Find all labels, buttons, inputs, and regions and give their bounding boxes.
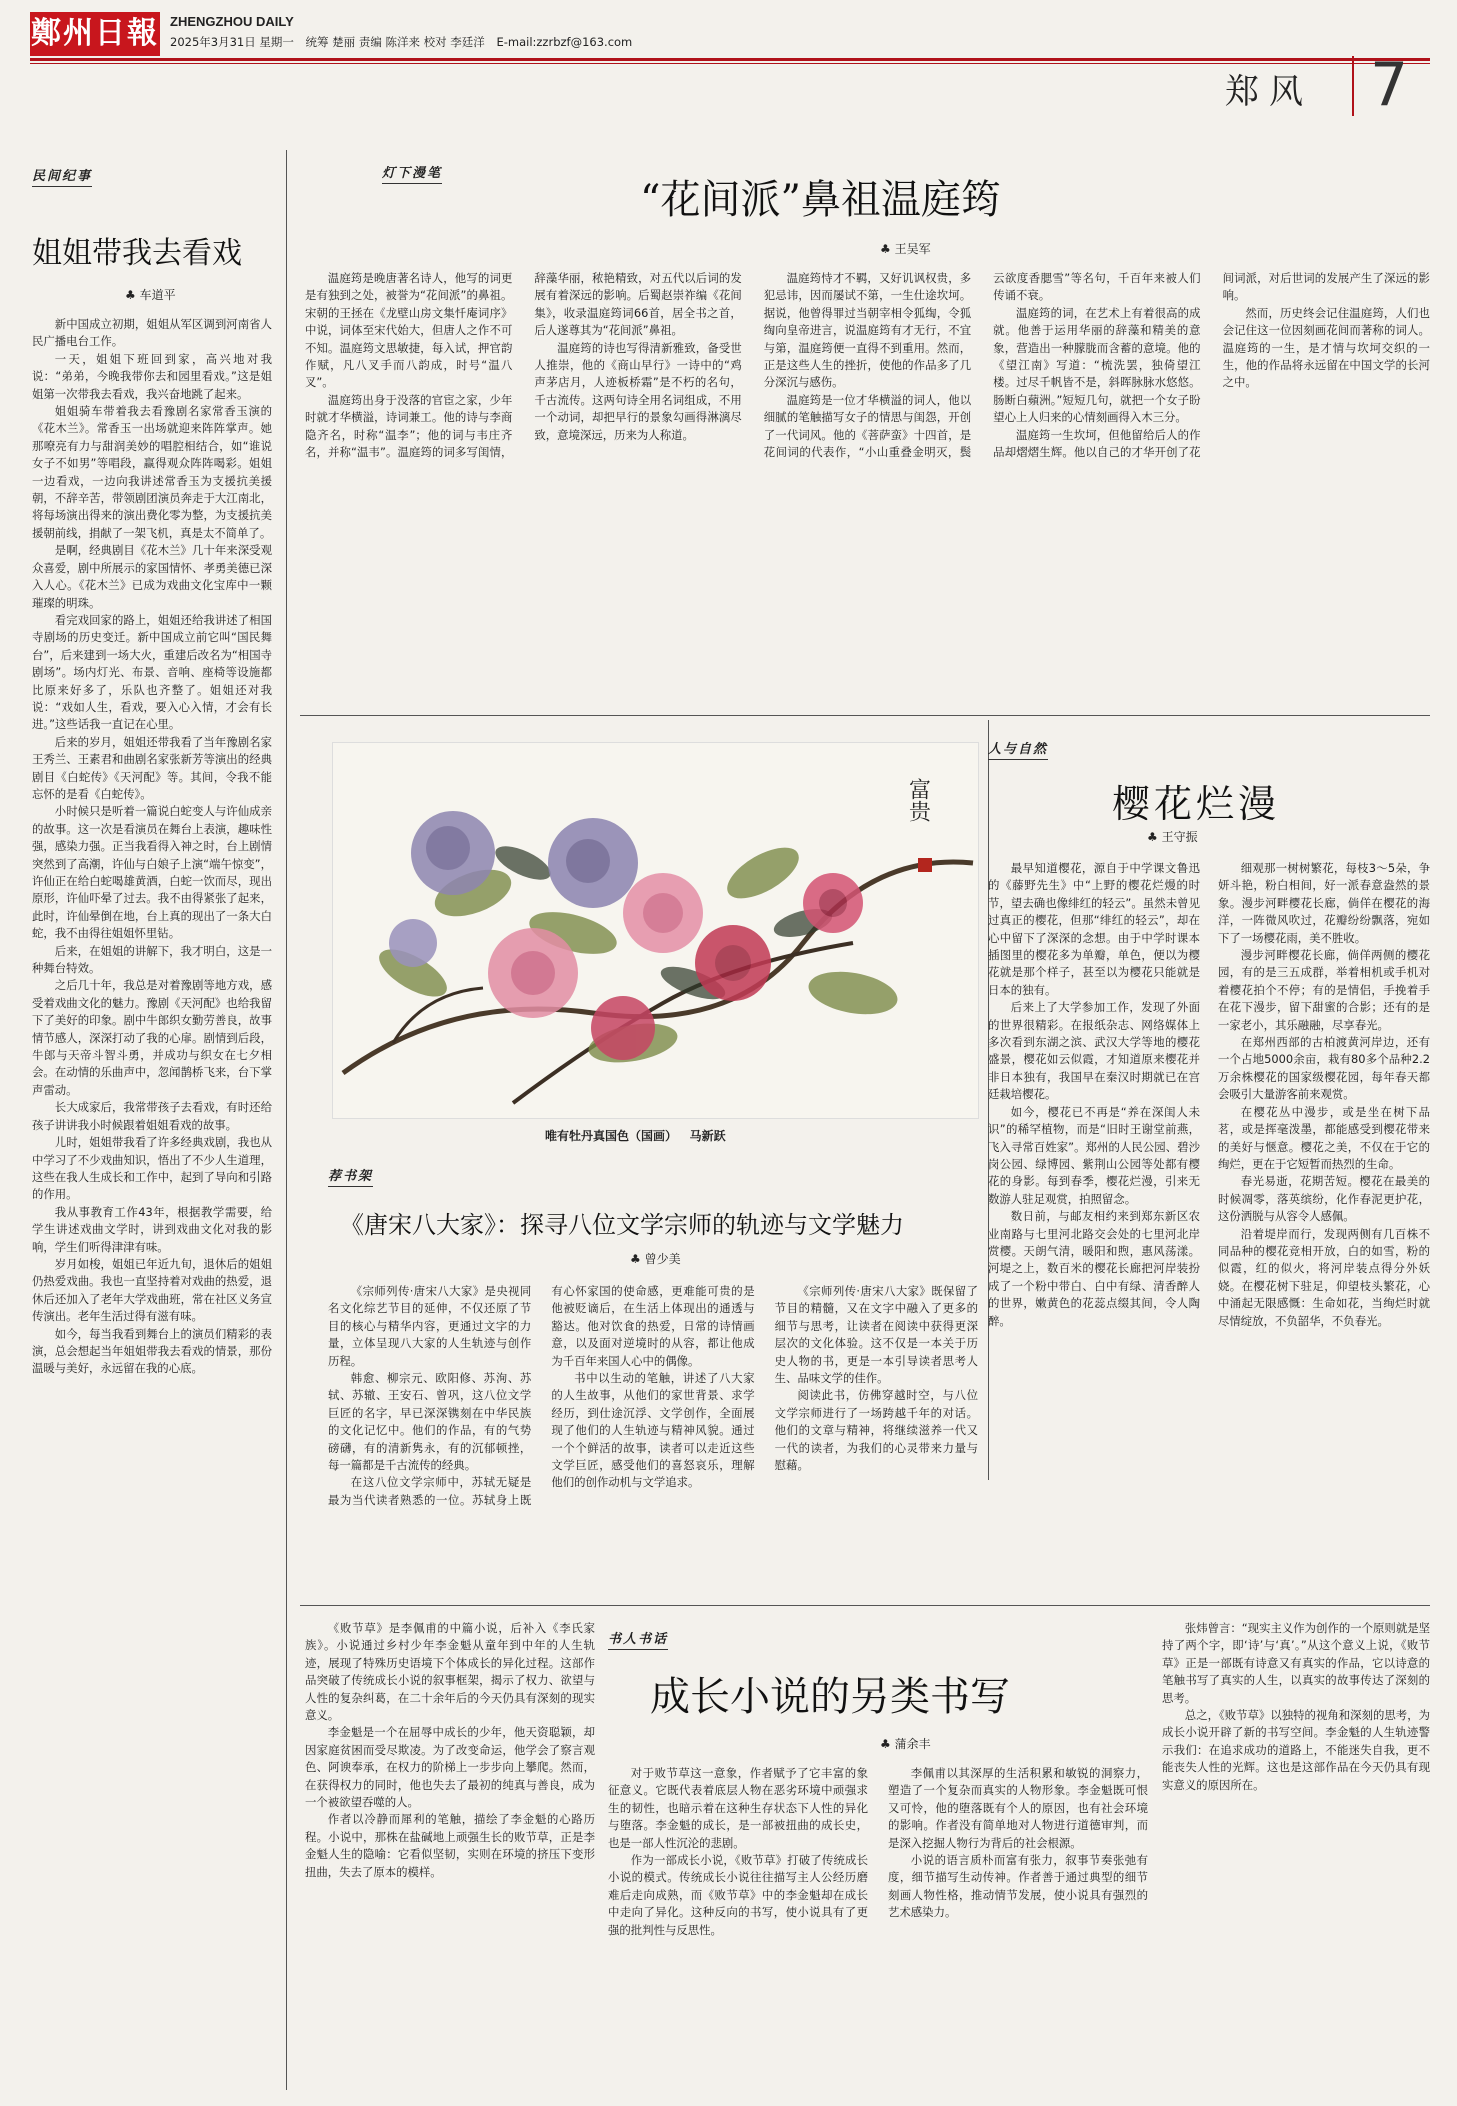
paragraph: 如今，每当我看到舞台上的演员们精彩的表演，总会想起当年姐姐带我去看戏的情景，那份温暖与美好，永远留在我的心底。 [32, 1326, 272, 1376]
a2-body [305, 270, 1430, 700]
a5-body-right [1162, 1620, 1430, 2085]
editor-credits: 统筹 楚丽 责编 陈洋来 校对 李廷洋 [305, 35, 485, 49]
a1-title: 姐姐带我去看戏 [32, 236, 242, 271]
paragraph: 如今，樱花已不再是“养在深闺人未识”的稀罕植物，而是“旧时王谢堂前燕，飞入寻常百姓家”。郑州的人民公园、碧沙岗公园、绿博园、紫荆山公园等处都有樱花的身影。每到春季，樱花烂漫，引来无数游人驻足观赏，拍照留念。 [988, 1104, 1200, 1206]
a4-byline: ♣ 曾少美 [630, 1252, 681, 1266]
paragraph: 张炜曾言：“现实主义作为创作的一个原则就是坚持了两个字，即‘诗’与‘真’。”从这个意义上说，《败节草》正是一部既有诗意又有真实的作品，它以诗意的笔触书写了真实的人生，以真实的故事传达了深刻的思考。 [1162, 1621, 1430, 1705]
peony-painting-graphic [333, 743, 978, 1118]
paragraph: 看完戏回家的路上，姐姐还给我讲述了相国寺剧场的历史变迁。新中国成立前它叫“国民舞台”，后来建到一场大火，重建后改名为“相国寺剧场”。场内灯光、布景、音响、座椅等设施都比原来好多了，乐队也齐整了。姐姐还对我说：“戏如人生，看戏，要入心入情，才会有长进。”这些话我一直记在心里。 [32, 612, 272, 732]
paragraph: 岁月如梭，姐姐已年近九旬，退休后的姐姐仍热爱戏曲。我也一直坚持着对戏曲的热爱，退休后还加入了老年大学戏曲班，常在社区义务宣传演出。老年生活过得有滋有味。 [32, 1256, 272, 1324]
a3-title: 樱花烂漫 [1112, 782, 1281, 826]
paragraph: 温庭筠一生坎坷，但他留给后人的作品却熠熠生辉。他以自己的才华开创了花间词派，对后世词的发展产生了深远的影响。 [993, 271, 1430, 460]
paragraph: 是啊，经典剧目《花木兰》几十年来深受观众喜爱，剧中所展示的家国情怀、孝勇美德已深入人心。《花木兰》已成为戏曲文化宝库中一颗璀璨的明珠。 [32, 543, 272, 610]
paragraph: 小时候只是听着一篇说白蛇变人与许仙成亲的故事。这一次是看演员在舞台上表演，趣味性强，感染力强。正当我看得入神之时，台上剧情突然到了高潮，许仙与白娘子上演“端午惊变”，许仙正在给白蛇喝雄黄酒，白蛇一饮而尽，现出原形，许仙吓晕了过去。我不由得紧张了起来，此时，许仙晕倒在地，台上真的现出了一条大白蛇，我不由得往姐姐怀里钻。 [32, 804, 272, 941]
contact-email: E-mail:zzrbzf@163.com [496, 35, 633, 49]
paragraph: 姐姐骑车带着我去看豫剧名家常香玉演的《花木兰》。常香玉一出场就迎来阵阵掌声。她那嘹亮有力与甜润美妙的唱腔相结合，如“谁说女子不如男”等唱段，赢得观众阵阵喝彩。姐姐一边看戏，一边向我讲述常香玉为支援抗美援朝，不辞辛苦，带领剧团演员奔走于大江南北，将每场演出得来的演出费化零为整，为支援抗美援朝前线，捐献了一架飞机，真是太不简单了。 [32, 404, 272, 540]
issue-date: 2025年3月31日 星期一 [170, 35, 294, 49]
paragraph: 书中以生动的笔触，讲述了八大家的人生故事，从他们的家世背景、求学经历，到仕途沉浮、文学创作，全面展现了他们的人生轨迹与精神风貌。通过一个个鲜活的故事，读者可以走近这些文学巨匠，感受他们的喜怒哀乐，理解他们的创作动机与文学追求。 [551, 1371, 755, 1490]
a2-author: 王吴军 [894, 242, 931, 256]
paragraph: 阅读此书，仿佛穿越时空，与八位文学宗师进行了一场跨越千年的对话。他们的文章与精神，将继续滋养一代又一代的读者，为我们的心灵带来力量与慰藉。 [774, 1388, 978, 1473]
paragraph: 最早知道樱花，源自于中学课文鲁迅的《藤野先生》中“上野的樱花烂熳的时节，望去确也像绯红的轻云”。虽然未曾见过真正的樱花，但那“绯红的轻云”，却在心中留下了深深的念想。由于中学时课本插图里的樱花多为单瓣，单色，便以为樱花就是那个样子，甚至以为樱花只能就是日本的独有。 [988, 861, 1200, 997]
paragraph: 韩愈、柳宗元、欧阳修、苏洵、苏轼、苏辙、王安石、曾巩，这八位文学巨匠的名字，早已深深镌刻在中华民族的文化记忆中。他们的作品，有的气势磅礴，有的清新隽永，有的沉郁顿挫，每一篇都是千古流传的经典。 [328, 1371, 532, 1473]
paragraph: 李佩甫以其深厚的生活积累和敏锐的洞察力，塑造了一个复杂而真实的人物形象。李金魁既可恨又可怜，他的堕落既有个人的原因，也有社会环境的影响。作者没有简单地对人物进行道德审判，而是深入挖掘人物行为背后的社会根源。 [888, 1766, 1148, 1850]
paragraph: 《败节草》是李佩甫的中篇小说，后补入《李氏家族》。小说通过乡村少年李金魁从童年到中年的人生轨迹，展现了特殊历史语境下个体成长的异化过程。这部作品突破了传统成长小说的叙事框架，揭示了权力、欲望与人性的复杂纠葛，在二十余年后的今天仍具有深刻的现实意义。 [305, 1621, 595, 1723]
paragraph: 然而，历史终会记住温庭筠，人们也会记住这一位因刻画花间而著称的词人。温庭筠的一生，是才情与坎坷交织的一生，他的作品将永远留在中国文学的长河之中。 [1222, 305, 1430, 390]
a1-author: 车道平 [139, 288, 176, 302]
paragraph: 温庭筠的词，在艺术上有着很高的成就。他善于运用华丽的辞藻和精美的意象，营造出一种朦胧而含蓄的意境。他的《望江南》写道：“梳洗罢，独倚望江楼。过尽千帆皆不是，斜晖脉脉水悠悠。肠断白蘋洲。”短短几句，就把一个女子盼望心上人归来的心情刻画得入木三分。 [993, 305, 1201, 425]
paragraph: 一天，姐姐下班回到家，高兴地对我说：“弟弟，今晚我带你去和园里看戏。”这是姐姐第一次带我去看戏，我兴奋地跳了起来。 [32, 351, 272, 401]
a4-author: 曾少美 [644, 1252, 681, 1266]
section-divider [300, 1605, 1430, 1606]
peony-painting [332, 742, 979, 1119]
a2-title: “花间派”鼻祖温庭筠 [640, 177, 1001, 223]
a4-title: 《唐宋八大家》：探寻八位文学宗师的轨迹与文学魅力 [340, 1211, 904, 1239]
a3-kicker: 人与自然 [988, 738, 1048, 760]
paragraph: 我从事教育工作43年，根据教学需要，给学生讲述戏曲文学时，讲到戏曲文化对我的影响，学生们听得津津有味。 [32, 1204, 272, 1254]
paragraph: 在郑州西部的古柏渡黄河岸边，还有一个占地5000余亩，栽有80多个品种2.2万余株樱花的国家级樱花园，每年春天都会吸引大量游客前来观赏。 [1218, 1035, 1430, 1102]
paragraph: 春光易逝，花期苦短。樱花在最美的时候凋零，落英缤纷，化作春泥更护花，这份洒脱与从容令人感佩。 [1218, 1174, 1430, 1224]
a2-byline: ♣ 王吴军 [880, 242, 931, 256]
a5-body-left [305, 1620, 595, 2085]
page-number: 7 [1370, 50, 1409, 120]
paragraph: 后来，在姐姐的讲解下，我才明白，这是一种舞台特效。 [32, 943, 272, 976]
a5-byline: ♣ 蒲余丰 [880, 1737, 931, 1751]
a4-body [328, 1283, 978, 1595]
paper-english-name: ZHENGZHOU DAILY [170, 14, 294, 29]
a1-kicker: 民间纪事 [32, 165, 92, 187]
paragraph: 《宗师列传·唐宋八大家》既保留了节目的精髓，又在文字中融入了更多的细节与思考，让读者在阅读中获得更深层次的文化体验。这不仅是一本关于历史人物的书，更是一本引导读者思考人生、品味文学的佳作。 [774, 1284, 978, 1386]
column-divider [286, 150, 287, 2090]
masthead-rule [30, 58, 1430, 61]
paragraph: 小说的语言质朴而富有张力，叙事节奏张弛有度，细节描写生动传神。作者善于通过典型的细节刻画人物性格，推动情节发展，使小说具有强烈的艺术感染力。 [888, 1853, 1148, 1920]
a5-kicker: 书人书话 [608, 1628, 668, 1650]
paragraph: 在樱花丛中漫步，或是坐在树下品茗，或是挥毫泼墨，都能感受到樱花带来的美好与惬意。樱花之美，不仅在于它的绚烂，更在于它短暂而热烈的生命。 [1218, 1104, 1430, 1171]
a3-byline: ♣ 王守振 [1147, 830, 1198, 844]
paragraph: 作为一部成长小说，《败节草》打破了传统成长小说的模式。传统成长小说往往描写主人公经历磨难后走向成熟，而《败节草》中的李金魁却在成长中走向了异化。这种反向的书写，使小说具有了更强的批判性与反思性。 [608, 1853, 868, 1937]
a2-kicker: 灯下漫笔 [382, 162, 442, 184]
section-divider [300, 715, 1430, 716]
paragraph: 漫步河畔樱花长廊，倘佯两侧的樱花园，有的是三五成群，举着相机或手机对着樱花拍个不停；有的是情侣，手挽着手在花下漫步，留下甜蜜的合影；还有的是一家老小，其乐融融，尽享春光。 [1218, 948, 1430, 1032]
paragraph: 作者以冷静而犀利的笔触，描绘了李金魁的心路历程。小说中，那株在盐碱地上顽强生长的败节草，正是李金魁人生的隐喻：它看似坚韧，实则在环境的挤压下变形扭曲，失去了原本的模样。 [305, 1812, 595, 1879]
page-divider [1352, 56, 1354, 116]
paragraph: 之后几十年，我总是对着豫剧等地方戏，感受着戏曲文化的魅力。豫剧《天河配》也给我留下了美好的印象。剧中牛郎织女勤劳善良，故事情节感人，深深打动了我的心扉。剧情到后段，牛郎与天帝斗智斗勇，并成功与织女在七夕相会。在动情的乐曲声中，忽闻鹊桥飞来，台下掌声雷动。 [32, 978, 272, 1097]
paragraph: 李金魁是一个在屈辱中成长的少年，他天资聪颖，却因家庭贫困而受尽欺凌。为了改变命运，他学会了察言观色、阿谀奉承，在权力的阶梯上一步步向上攀爬。然而，在获得权力的同时，他也失去了最初的纯真与善良，成为一个被欲望吞噬的人。 [305, 1725, 595, 1810]
paragraph: 长大成家后，我常带孩子去看戏，有时还给孩子讲讲我小时候跟着姐姐看戏的故事。 [32, 1100, 272, 1132]
paragraph: 《宗师列传·唐宋八大家》是央视同名文化综艺节目的延伸，不仅还原了节目的核心与精华内容，更通过文字的力量，立体呈现八大家的人生轨迹与创作历程。 [328, 1284, 532, 1368]
paragraph: 后来上了大学参加工作，发现了外面的世界很精彩。在报纸杂志、网络媒体上多次看到东湖之滨、武汉大学等地的樱花盛景，樱花如云似霞，才知道原来樱花并非日本独有，我国早在秦汉时期就已在宫廷栽培樱花。 [988, 1000, 1200, 1102]
painting-artist: 马新跃 [689, 1129, 726, 1143]
a5-body-middle [608, 1765, 1148, 2085]
paragraph: 温庭筠的诗也写得清新雅致，备受世人推崇，他的《商山早行》一诗中的“鸡声茅店月，人迹板桥霜”是不朽的名句，千古流传。这两句诗全用名词组成，不用一个动词，却把早行的景象勾画得淋漓尽致，意境深远，历来为人称道。 [534, 340, 742, 442]
a5-title: 成长小说的另类书写 [650, 1674, 1010, 1720]
painting-caption [545, 1127, 726, 1144]
a5-author: 蒲余丰 [894, 1737, 931, 1751]
painting-caption-title: 唯有牡丹真国色（国画） [545, 1129, 678, 1143]
masthead-rule-thin [30, 63, 1430, 64]
paragraph: 数日前，与邮友相约来到郑东新区农业南路与七里河北路交会处的七里河北岸赏樱。天朗气清，暖阳和煦，惠风荡漾。河堤之上，数百米的樱花长廊把河岸装扮成了一个粉中带白、白中有绿、清香醉人的世界，嫩黄色的花蕊点缀其间，令人陶醉。 [988, 1209, 1200, 1328]
issue-meta [170, 34, 640, 50]
paragraph: 沿着堤岸而行，发现两侧有几百株不同品种的樱花竞相开放，白的如雪，粉的似霞，红的似火，将河岸装点得分外妖娆。在樱花树下驻足，仰望枝头繁花，心中涌起无限感慨：生命如花，当绚烂时就尽情绽放，不负韶华，不负春光。 [1218, 1226, 1430, 1328]
painting-inscription: 富贵 [905, 778, 931, 822]
a3-author: 王守振 [1161, 830, 1198, 844]
paragraph: 温庭筠恃才不羁，又好讥讽权贵，多犯忌讳，因而屡试不第，一生仕途坎坷。据说，他曾得罪过当朝宰相令狐绹，令狐绹向皇帝进言，说温庭筠有才无行，不宜与第，温庭筠便一直得不到重用。然而，正是这些人生的挫折，使他的作品多了几分深沉与感伤。 [763, 271, 972, 390]
newspaper-logo: 鄭州日報 [30, 12, 160, 56]
paragraph: 儿时，姐姐带我看了许多经典戏剧，我也从中学习了不少戏曲知识，悟出了不少人生道理，这些在我人生成长和工作中，起到了导向和引路的作用。 [32, 1135, 272, 1202]
paragraph: 总之，《败节草》以独特的视角和深刻的思考，为成长小说开辟了新的书写空间。李金魁的人生轨迹警示我们：在追求成功的道路上，不能迷失自我，更不能丧失人性的光辉。这也是这部作品在今天仍具有现实意义的原因所在。 [1162, 1708, 1430, 1792]
section-title: 郑风 [1225, 72, 1313, 112]
paragraph: 温庭筠出身于没落的官宦之家，少年时就才华横溢，诗词兼工。他的诗与李商隐齐名，时称“温李”；他的词与韦庄齐名，并称“温韦”。温庭筠的词多写闺情，辞藻华丽，秾艳精致，对五代以后词的发展有着深远的影响。后蜀赵崇祚编《花间集》，收录温庭筠词66首，居全书之首，后人遂尊其为“花间派”鼻祖。 [305, 271, 742, 460]
paragraph: 细观那一树树繁花，每枝3～5朵，争妍斗艳，粉白相间，好一派春意盎然的景象。漫步河畔樱花长廊，倘佯在樱花的海洋，一阵微风吹过，花瓣纷纷飘落，宛如下了一场樱花雨，美不胜收。 [1218, 861, 1430, 945]
paragraph: 温庭筠是一位才华横溢的词人，他以细腻的笔触描写女子的情思与闺怨，开创了一代词风。他的《菩萨蛮》十四首，是花间词的代表作，“小山重叠金明灭，鬓云欲度香腮雪”等名句，千百年来被人们传诵不衰。 [763, 271, 1201, 460]
a4-kicker: 荐书架 [328, 1165, 373, 1187]
paragraph: 温庭筠是晚唐著名诗人，他写的词更是有独到之处，被誉为“花间派”的鼻祖。宋朝的王拯在《龙壁山房文集忏庵词序》中说，词体至宋代始大，但唐人之作不可不知。温庭筠文思敏捷，每入试，押官韵作赋，凡八叉手而八韵成，时号“温八叉”。 [305, 271, 513, 390]
paragraph: 后来的岁月，姐姐还带我看了当年豫剧名家王秀兰、王素君和曲剧名家张新芳等演出的经典剧目《白蛇传》《天河配》等。其间，令我不能忘怀的是看《白蛇传》。 [32, 734, 272, 801]
a1-byline: ♣ 车道平 [125, 288, 176, 302]
paragraph: 对于败节草这一意象，作者赋予了它丰富的象征意义。它既代表着底层人物在恶劣环境中顽强求生的韧性，也暗示着在这种生存状态下人性的异化与堕落。李金魁的成长，是一部被扭曲的成长史，也是一部人性沉沦的悲剧。 [608, 1766, 868, 1850]
a1-body [32, 316, 272, 2091]
paragraph: 新中国成立初期，姐姐从军区调到河南省人民广播电台工作。 [32, 317, 272, 349]
paragraph: 在这八位文学宗师中，苏轼无疑是最为当代读者熟悉的一位。苏轼身上既有心怀家国的使命感，更难能可贵的是他被贬谪后，在生活上体现出的通透与豁达。他对饮食的热爱，日常的诗情画意，以及面对逆境时的从容，都让他成为千百年来国人心中的偶像。 [328, 1284, 755, 1507]
a3-body [988, 860, 1430, 1460]
